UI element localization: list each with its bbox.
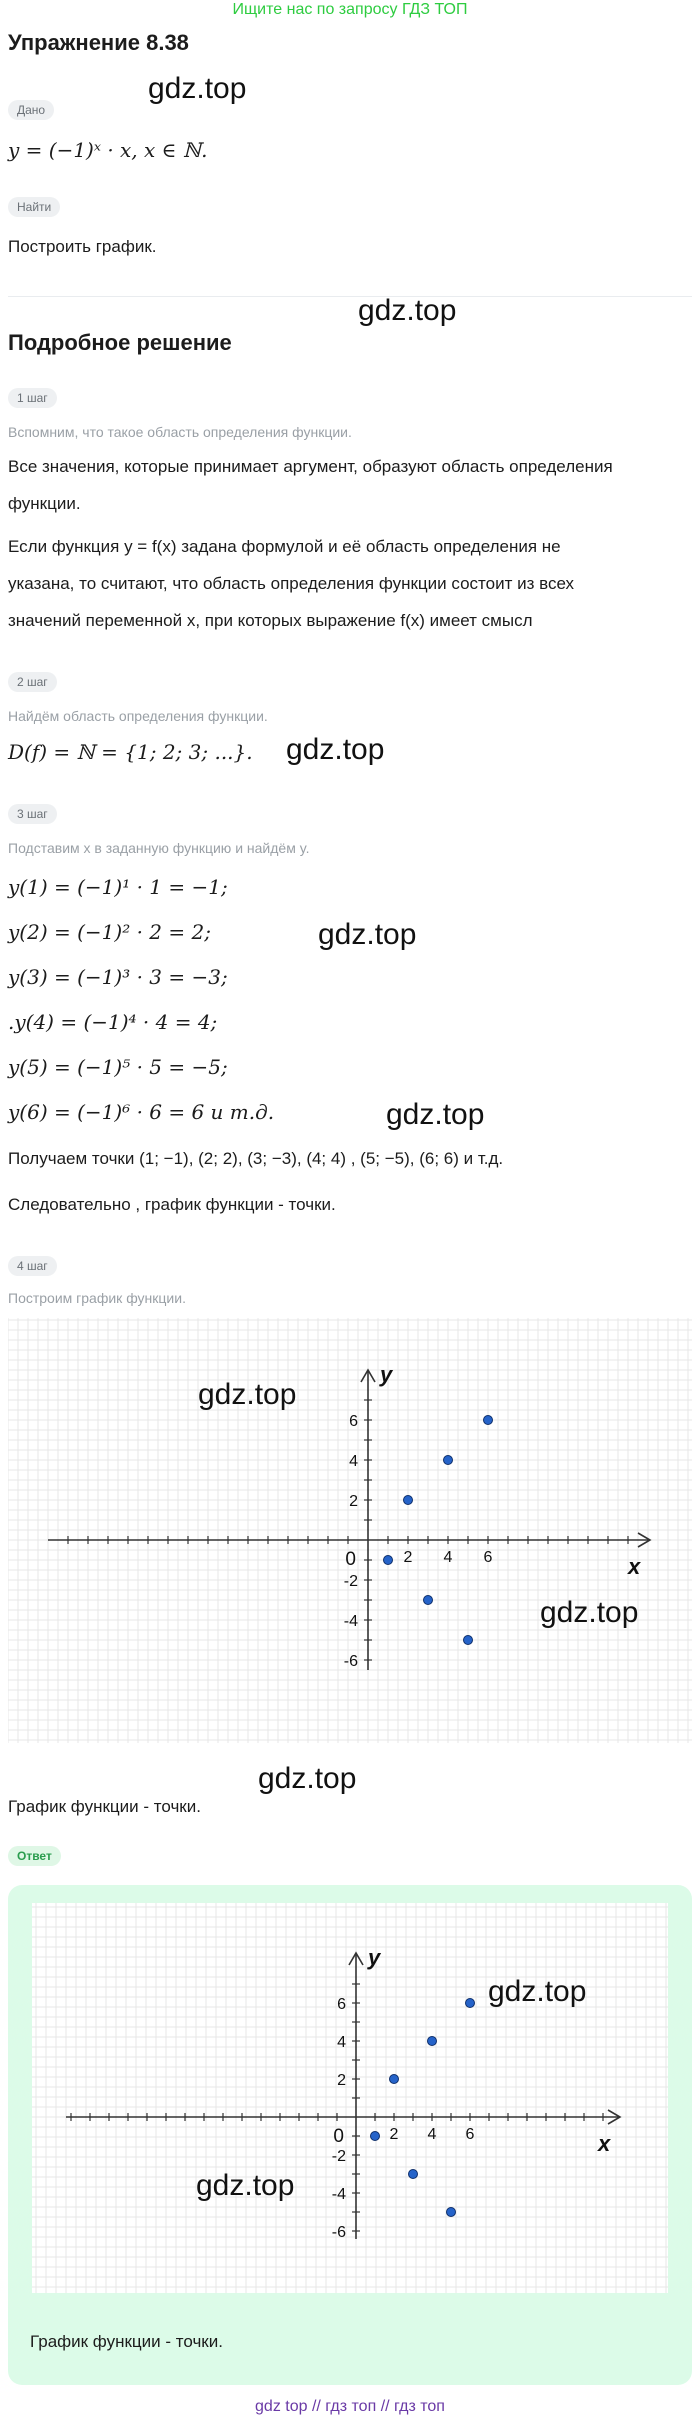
answer-box [8,1885,692,2385]
y-tick-label: 6 [349,1413,358,1430]
y-tick-label: -2 [343,1573,358,1590]
data-point [409,2170,418,2179]
step-1-line: указана, то считают, что область определения функции состоит из всех [8,574,575,593]
y-axis-label: y [368,1945,381,1970]
top-banner[interactable]: Ищите нас по запросу ГДЗ ТОП [232,1,468,18]
find-chip [8,197,60,217]
watermark: gdz.top [386,1098,485,1131]
x-axis-label: x [628,1554,641,1579]
y-tick-label: -4 [343,1613,358,1630]
calc-row: .y(4) = (−1)⁴ · 4 = 4; [8,1010,218,1034]
page-title: Упражнение 8.38 [8,30,189,55]
step-label: 3 шаг [8,804,57,824]
x-tick-label: 2 [389,2126,399,2143]
x-tick-label: 6 [465,2126,475,2143]
origin-label: 0 [333,2126,344,2147]
y-tick-label: -2 [331,2148,346,2165]
given-label: Дано [8,100,54,120]
watermark: gdz.top [258,1762,357,1795]
step-label: 2 шаг [8,672,57,692]
find-label: Найти [8,197,60,217]
answer-caption: График функции - точки. [30,2332,223,2351]
answer-label: Ответ [8,1846,61,1866]
watermark: gdz.top [358,294,457,327]
solution-heading: Подробное решение [8,330,232,355]
data-point [464,1636,473,1645]
x-axis-label: x [598,2131,611,2156]
watermark: gdz.top [318,918,417,951]
data-point [404,1496,413,1505]
step-1-line: значений переменной x, при которых выражение f(x) имеет смысл [8,611,533,630]
step-2-chip [8,672,57,692]
data-point [424,1596,433,1605]
step-4-hint: Построим график функции. [8,1290,186,1306]
y-axis-label: y [380,1362,393,1387]
chart-1 [8,1318,692,1743]
y-tick-label: -6 [331,2224,346,2241]
x-tick-label: 4 [443,1549,453,1566]
step-2-formula: D(f) = ℕ = {1; 2; 3; ...}. [8,740,253,764]
calc-row: y(6) = (−1)⁶ · 6 = 6 и т.д. [8,1100,275,1124]
data-point [384,1556,393,1565]
step-4-caption: График функции - точки. [8,1797,201,1816]
watermark: gdz.top [196,2169,295,2202]
chart-2 [32,1903,668,2293]
step-1-line: Если функция y = f(x) задана формулой и её область определения не [8,537,561,556]
data-point [428,2037,437,2046]
step-label: 1 шаг [8,388,57,408]
data-point [390,2075,399,2084]
x-tick-label: 2 [403,1549,413,1566]
answer-chip [8,1846,61,1866]
watermark: gdz.top [488,1975,587,2008]
watermark: gdz.top [286,733,385,766]
calc-row: y(3) = (−1)³ · 3 = −3; [8,965,228,989]
step-1-hint: Вспомним, что такое область определения функции. [8,424,352,440]
data-point [371,2132,380,2141]
y-tick-label: 2 [349,1493,358,1510]
data-point [466,1999,475,2008]
grid-lines [8,1318,692,1743]
bottom-links[interactable]: gdz top // гдз топ // гдз топ [255,2398,445,2415]
step-4-chip [8,1256,57,1276]
watermark: gdz.top [198,1378,297,1411]
y-tick-label: 6 [337,1996,346,2013]
find-text: Построить график. [8,237,157,256]
y-tick-label: 4 [337,2034,346,2051]
data-point [484,1416,493,1425]
y-tick-label: -4 [331,2186,346,2203]
watermark: gdz.top [148,72,247,105]
divider [8,296,692,297]
step-3-hint: Подставим x в заданную функцию и найдём y. [8,840,310,856]
given-formula: y = (−1)ˣ · x, x ∈ ℕ. [8,138,208,162]
step-2-hint: Найдём область определения функции. [8,708,268,724]
y-tick-label: 2 [337,2072,346,2089]
y-tick-label: 4 [349,1453,358,1470]
calc-row: y(1) = (−1)¹ · 1 = −1; [8,875,228,899]
step-1-line: функции. [8,494,81,513]
y-tick-label: -6 [343,1653,358,1670]
data-point [447,2208,456,2217]
chart-svg [8,1318,692,1743]
given-chip [8,100,54,120]
conclusion: Следовательно , график функции - точки. [8,1195,336,1214]
calc-row: y(2) = (−1)² · 2 = 2; [8,920,211,944]
grid-lines [32,1903,668,2293]
step-3-chip [8,804,57,824]
watermark: gdz.top [540,1596,639,1629]
points-line: Получаем точки (1; −1), (2; 2), (3; −3), (4; 4) , (5; −5), (6; 6) и т.д. [8,1149,504,1168]
calc-row: y(5) = (−1)⁵ · 5 = −5; [8,1055,228,1079]
step-label: 4 шаг [8,1256,57,1276]
step-1-chip [8,388,57,408]
x-tick-label: 4 [427,2126,437,2143]
step-1-line: Все значения, которые принимает аргумент, образуют область определения [8,457,613,476]
data-point [444,1456,453,1465]
x-tick-label: 6 [483,1549,493,1566]
chart-svg [32,1903,668,2293]
origin-label: 0 [345,1549,356,1570]
